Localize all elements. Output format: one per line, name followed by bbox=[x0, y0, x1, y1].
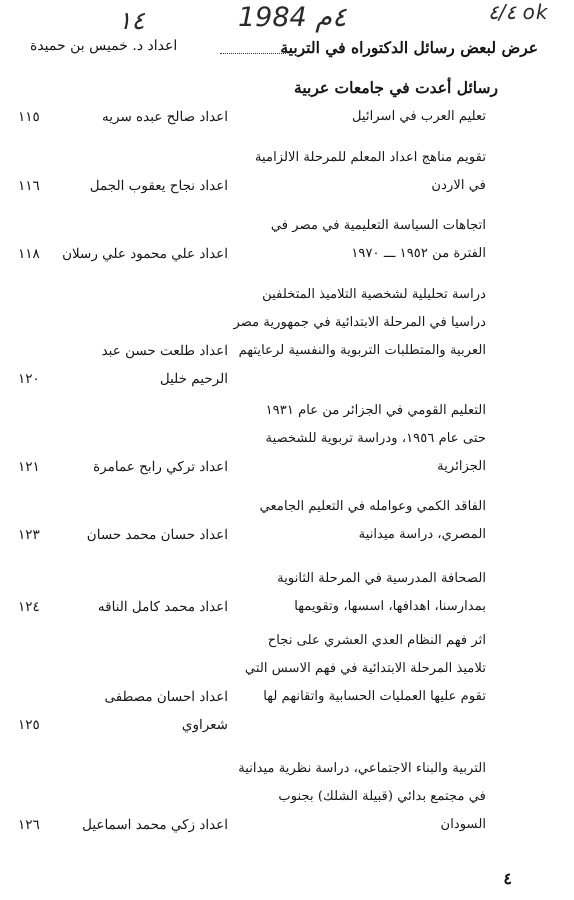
thesis-author-line: اعداد صالح عبده سريه bbox=[102, 109, 228, 125]
thesis-title-line: دراسيا في المرحلة الابتدائية في جمهورية مصر bbox=[233, 315, 486, 330]
thesis-author-line: اعداد محمد كامل الناقه bbox=[97, 599, 228, 615]
thesis-title bbox=[230, 212, 486, 268]
thesis-title bbox=[230, 397, 486, 481]
thesis-title-line: في مجتمع بدائي (قبيلة الشلك) بجنوب bbox=[278, 789, 486, 804]
thesis-author-line: اعداد زكي محمد اسماعيل bbox=[82, 817, 228, 833]
thesis-title-line: حتى عام ١٩٥٦، ودراسة تربوية للشخصية bbox=[265, 431, 486, 446]
thesis-author bbox=[58, 240, 228, 268]
thesis-title-line: تعليم العرب في اسرائيل bbox=[351, 109, 486, 124]
thesis-title-line: دراسة تحليلية لشخصية التلاميذ المتخلفين bbox=[262, 287, 486, 302]
thesis-title bbox=[230, 281, 486, 365]
thesis-author-line: شعراوي bbox=[181, 717, 228, 733]
handwritten-reference: ١٤ bbox=[118, 6, 145, 35]
thesis-title bbox=[230, 565, 486, 621]
page-reference: ١٢٦ bbox=[18, 817, 40, 833]
thesis-title-line: اثر فهم النظام العدي العشري على نجاح bbox=[267, 633, 486, 648]
thesis-title-line: تقويم مناهج اعداد المعلم للمرحلة الالزامية bbox=[254, 150, 486, 165]
page-reference: ١١٥ bbox=[18, 109, 40, 125]
thesis-title-line: التربية والبناء الاجتماعي، دراسة نظرية ميدانية bbox=[238, 761, 486, 776]
thesis-title-line: السودان bbox=[440, 817, 486, 832]
thesis-title-line: العربية والمتطلبات التربوية والنفسية لرعايتهم bbox=[238, 343, 486, 358]
page-reference: ١١٦ bbox=[18, 178, 40, 194]
thesis-author bbox=[58, 453, 228, 481]
header-author: اعداد د. خميس بن حميدة bbox=[30, 38, 178, 54]
handwritten-mark: ٤/٤ ok bbox=[488, 0, 549, 24]
thesis-title bbox=[230, 493, 486, 549]
thesis-title-line: في الاردن bbox=[431, 178, 486, 193]
thesis-author-line: اعداد احسان مصطفى bbox=[104, 689, 228, 705]
thesis-author bbox=[58, 811, 228, 839]
thesis-title bbox=[230, 103, 486, 131]
thesis-author bbox=[58, 683, 228, 739]
thesis-title-line: تقوم عليها العمليات الحسابية واتقانهم لها bbox=[263, 689, 486, 704]
leader-dots bbox=[220, 39, 286, 54]
page-reference: ١٢٥ bbox=[18, 717, 40, 733]
thesis-title-line: بمدارسنا، اهدافها، اسسها، وتقويمها bbox=[294, 599, 486, 614]
page-title: عرض لبعض رسائل الدكتوراه في التربية bbox=[280, 38, 538, 57]
page-reference: ١٢٤ bbox=[18, 599, 40, 615]
thesis-author-line: اعداد نجاح يعقوب الجمل bbox=[89, 178, 228, 194]
thesis-title-line: المصري، دراسة ميدانية bbox=[358, 527, 486, 542]
handwritten-year: 1984 ٤م bbox=[238, 2, 347, 33]
thesis-author bbox=[58, 337, 228, 393]
thesis-author bbox=[58, 172, 228, 200]
thesis-title-line: تلاميذ المرحلة الابتدائية في فهم الاسس التي bbox=[244, 661, 486, 676]
page-reference: ١٢١ bbox=[18, 459, 40, 475]
thesis-title-line: التعليم القومي في الجزائر من عام ١٩٣١ bbox=[265, 403, 486, 418]
thesis-author-line: اعداد علي محمود علي رسلان bbox=[62, 246, 228, 262]
page-reference: ١٢٠ bbox=[18, 371, 40, 387]
thesis-title-line: الفترة من ١٩٥٢ ـــ ١٩٧٠ bbox=[351, 246, 486, 261]
thesis-title-line: الفاقد الكمي وعوامله في التعليم الجامعي bbox=[259, 499, 486, 514]
page-header bbox=[30, 38, 538, 64]
thesis-author bbox=[58, 521, 228, 549]
thesis-title bbox=[230, 627, 486, 711]
thesis-title bbox=[230, 144, 486, 200]
thesis-title bbox=[230, 755, 486, 839]
thesis-title-line: الجزائرية bbox=[437, 459, 486, 474]
thesis-title-line: الصحافة المدرسية في المرحلة الثانوية bbox=[277, 571, 486, 586]
thesis-author bbox=[58, 593, 228, 621]
page-reference: ١١٨ bbox=[18, 246, 40, 262]
page-reference: ١٢٣ bbox=[18, 527, 40, 543]
thesis-author bbox=[58, 103, 228, 131]
thesis-author-line: اعداد تركي رابح عمامرة bbox=[93, 459, 228, 475]
thesis-author-line: اعداد حسان محمد حسان bbox=[86, 527, 228, 543]
page-number: ٤ bbox=[503, 869, 512, 888]
thesis-author-line: اعداد طلعت حسن عبد bbox=[101, 343, 228, 359]
thesis-title-line: اتجاهات السياسة التعليمية في مصر في bbox=[270, 218, 486, 233]
thesis-author-line: الرحيم خليل bbox=[159, 371, 228, 387]
section-heading: رسائل أعدت في جامعات عربية bbox=[294, 78, 498, 97]
